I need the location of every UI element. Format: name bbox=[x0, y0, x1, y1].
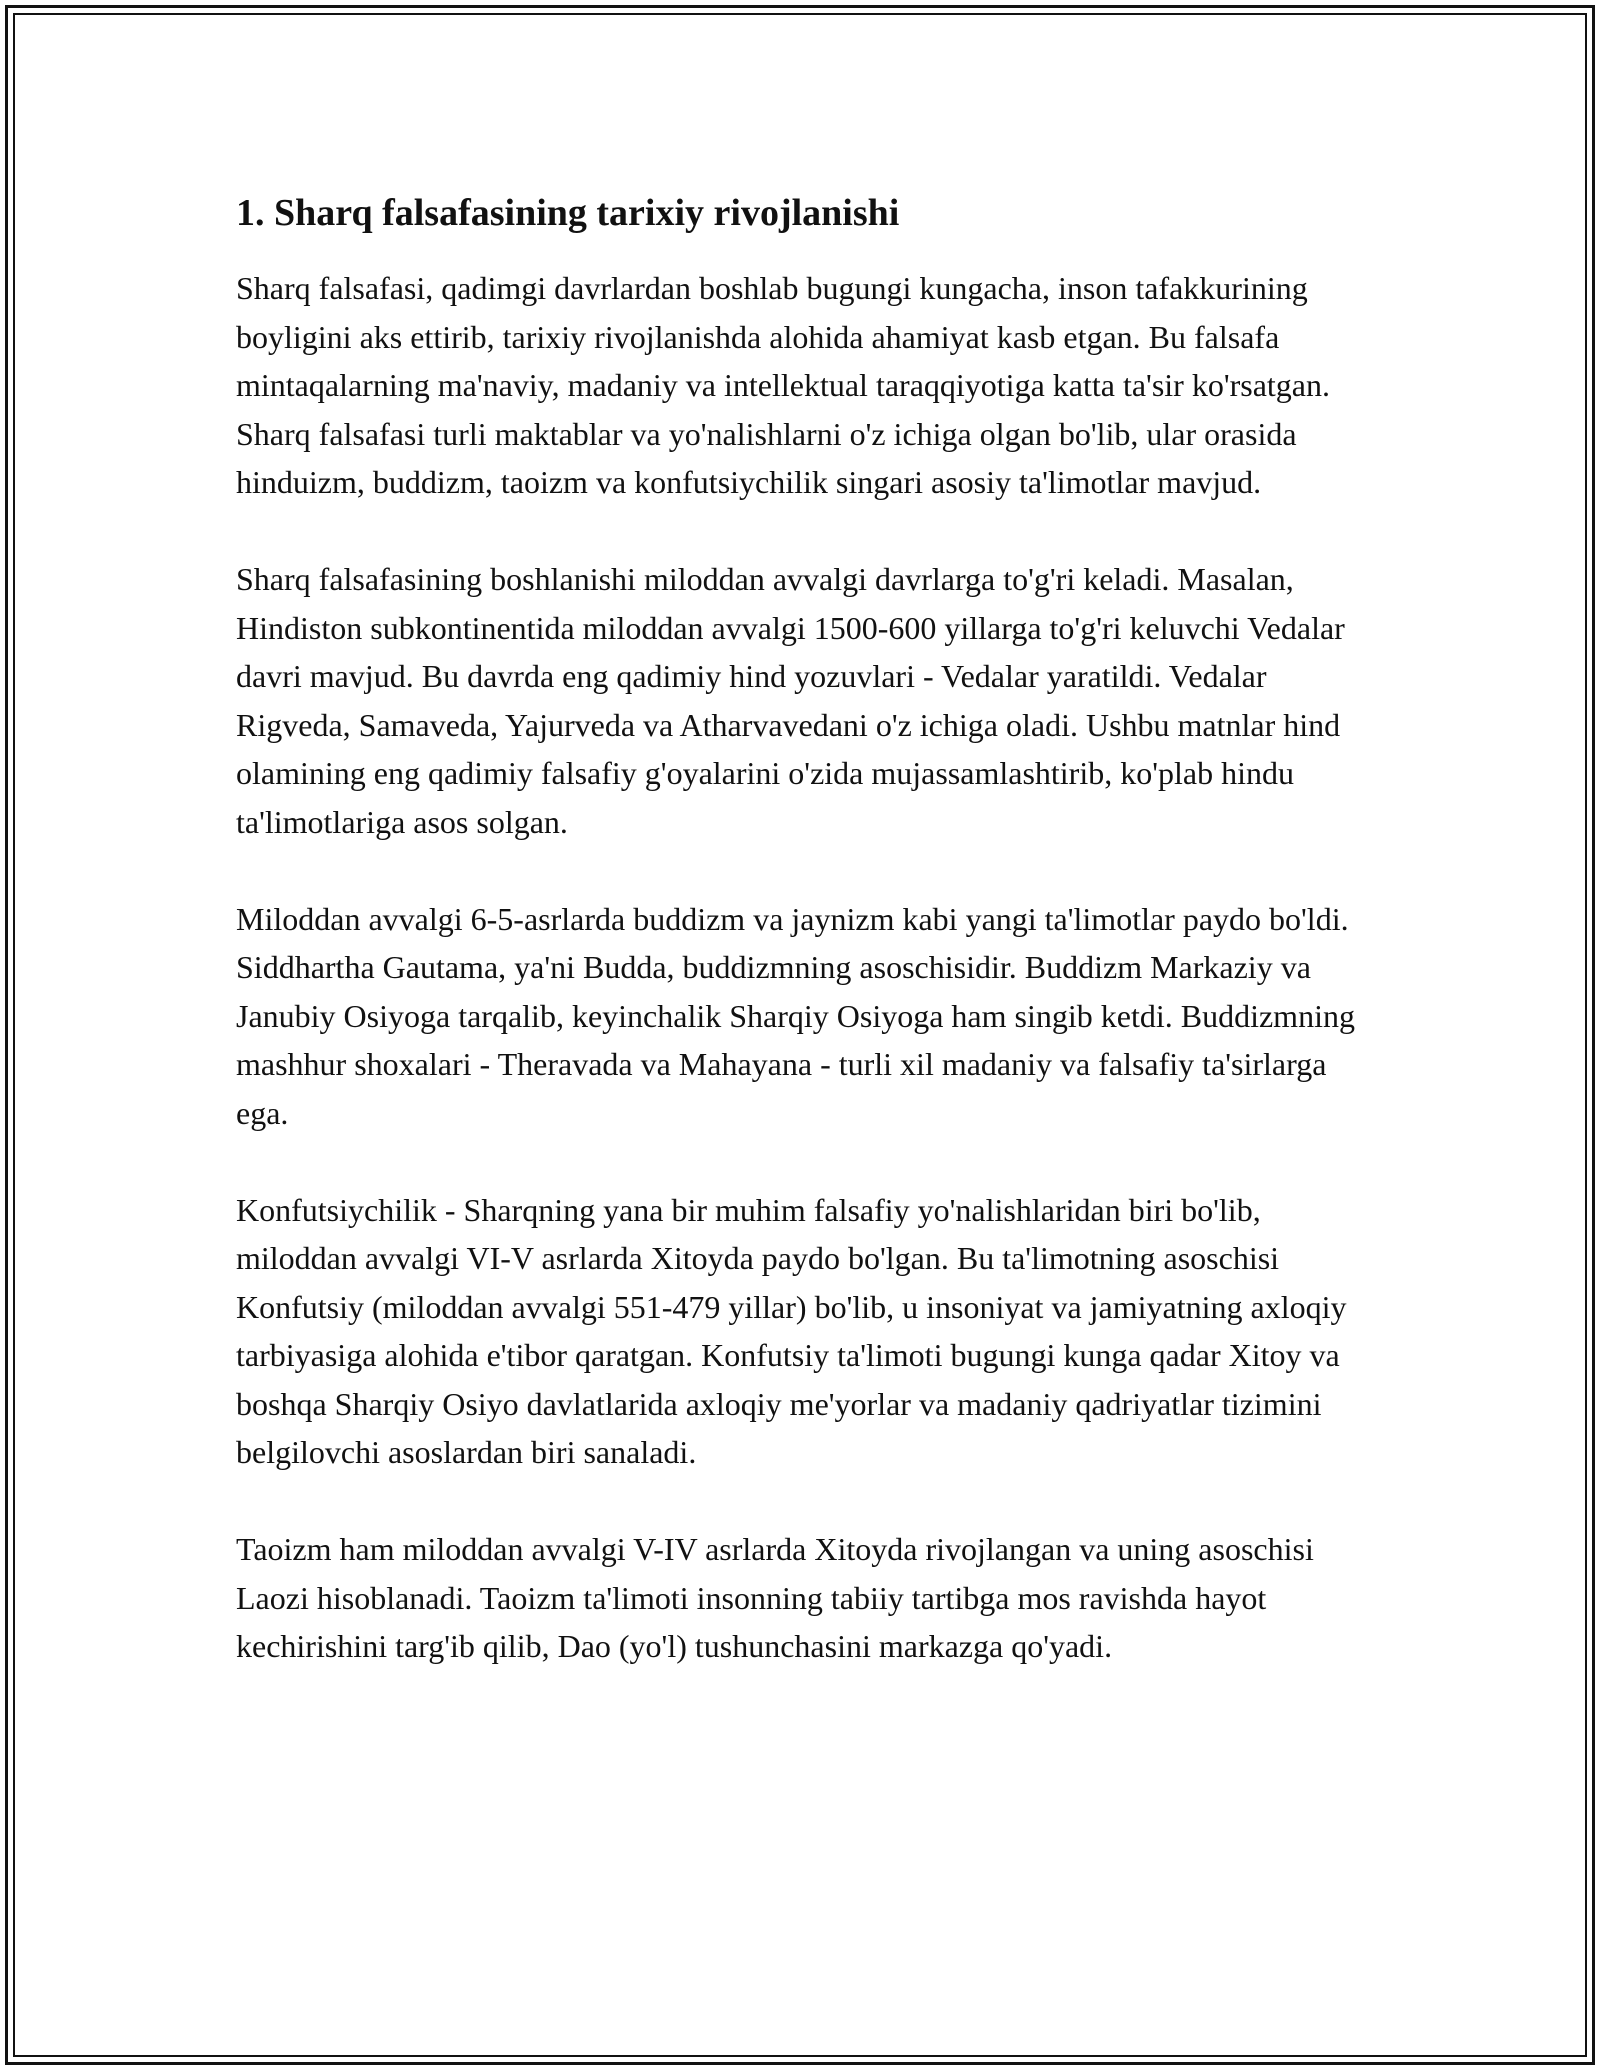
paragraph-intro: Sharq falsafasi, qadimgi davrlardan boshlab bugungi kungacha, inson tafakkurining boyligini aks ettirib, tarixiy rivojlanishda alohida ahamiyat kasb etgan. Bu falsafa mintaqalarning ma'naviy, madaniy va intellektual taraqqiyotiga katta ta'sir ko'rsatgan. Sharq falsafasi turli maktablar va yo'nalishlarni o'z ichiga olgan bo'lib, ular orasida hinduizm, buddizm, taoizm va konfutsiychilik singari asosiy ta'limotlar mavjud. bbox=[236, 270, 1330, 500]
section-heading: 1. Sharq falsafasining tarixiy rivojlanishi bbox=[236, 192, 900, 234]
paragraph-confucianism: Konfutsiychilik - Sharqning yana bir muhim falsafiy yo'nalishlaridan biri bo'lib, miloddan avvalgi VI-V asrlarda Xitoyda paydo bo'lgan. Bu ta'limotning asoschisi Konfutsiy (miloddan avvalgi 551-479 yillar) bo'lib, u insoniyat va jamiyatning axloqiy tarbiyasiga alohida e'tibor qaratgan. Konfutsiy ta'limoti bugungi kunga qadar Xitoy va boshqa Sharqiy Osiyo davlatlarida axloqiy me'yorlar va madaniy qadriyatlar tizimini belgilovchi asoslardan biri sanaladi. bbox=[236, 1191, 1347, 1470]
document-body bbox=[236, 186, 1386, 1719]
paragraph-taoism: Taoizm ham miloddan avvalgi V-IV asrlarda Xitoyda rivojlangan va uning asoschisi Laozi hisoblanadi. Taoizm ta'limoti insonning tabiiy tartibga mos ravishda hayot kechirishini targ'ib qilib, Dao (yo'l) tushunchasini markazga qo'yadi. bbox=[236, 1531, 1314, 1664]
paragraph-vedas: Sharq falsafasining boshlanishi miloddan avvalgi davrlarga to'g'ri keladi. Masalan, Hindiston subkontinentida miloddan avvalgi 1500-600 yillarga to'g'ri keluvchi Vedalar davri mavjud. Bu davrda eng qadimiy hind yozuvlari - Vedalar yaratildi. Vedalar Rigveda, Samaveda, Yajurveda va Atharvavedani o'z ichiga oladi. Ushbu matnlar hind olamining eng qadimiy falsafiy g'oyalarini o'zida mujassamlashtirib, ko'plab hindu ta'limotlariga asos solgan. bbox=[236, 561, 1345, 840]
paragraph-buddhism: Miloddan avvalgi 6-5-asrlarda buddizm va jaynizm kabi yangi ta'limotlar paydo bo'ldi. Siddhartha Gautama, ya'ni Budda, buddizmning asoschisidir. Buddizm Markaziy va Janubiy Osiyoga tarqalib, keyinchalik Sharqiy Osiyoga ham singib ketdi. Buddizmning mashhur shoxalari - Theravada va Mahayana - turli xil madaniy va falsafiy ta'sirlarga ega. bbox=[236, 900, 1355, 1131]
